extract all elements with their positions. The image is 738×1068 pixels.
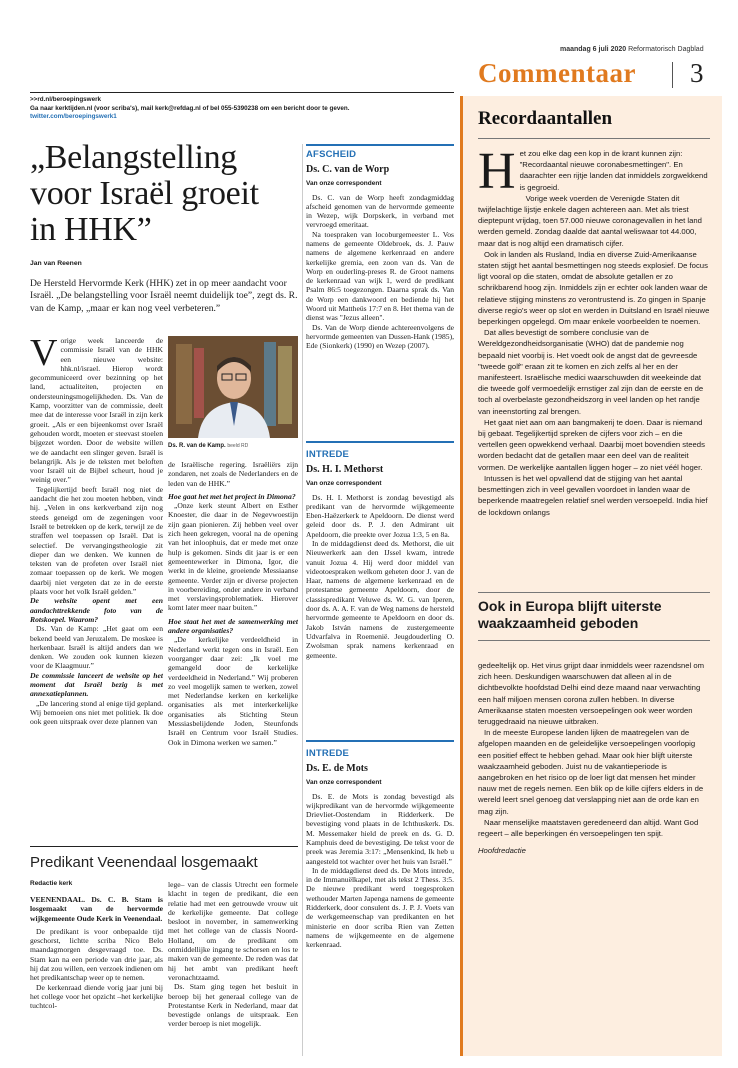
photo-credit: beeld RD [227, 443, 249, 449]
predikant-col2-p1: lege– van de classis Utrecht een formele klacht in tegen de predikant, die een relatie had met een getrouwde vrouw uit de kerkelijke gemeente. Dat college besloot in november, in samenwerking met het college van de classis Noord-Holland, om de predikant om onmiddellijke ingang te schorsen en los te maken van de gemeente. De reden was dat hij het ambt van predikant heeft veronachtzaamd. [168, 880, 298, 982]
portrait-illustration [168, 336, 298, 438]
afscheid-p2: Na toespraken van locoburgemeester L. Vos namens de gemeente Oldebroek, ds. J. Pauw namens de algemene kerkenraad en andere kerkelijke gremia, een zoon van ds. Van de Worp en ouderling-preses R. de Groot namens de kerkenraad van wijk 1, werd de predikant Psalm 86:5 toegezongen. Daarna sprak ds. Van de Worp een dankwoord en bediende hij het Woord uit Mattheüs 17:7 en 8. Het thema van de dienst was "Jezus alleen". [306, 229, 454, 323]
afscheid-label: AFSCHEID [306, 148, 357, 160]
intrede1-p1: Ds. H. I. Methorst is zondag bevestigd als predikant van de hervormde wijkgemeente Eben-Haëzerkerk te Apeldoorn. De dienst werd geleid door ds. P. J. den Admirant uit Apeldoorn, die preekte over Jozua 1:3, 5 en 8a. [306, 492, 454, 539]
column-divider [302, 144, 303, 1056]
intrede1-topline [306, 441, 454, 443]
main-col1 [30, 336, 163, 836]
page-number: 3 [690, 58, 704, 88]
predikant-rule [30, 846, 298, 847]
main-col1-q2: De commissie lanceert de website op het moment dat Israël bezig is met annexatieplannen. [30, 670, 163, 699]
predikant-author: Redactie kerk [30, 880, 73, 887]
commentary-p1: et zou elke dag een kop in de krant kunnen zijn: "Recordaantal nieuwe coronabesmettingen". En daarachter een rijtje landen dat inmiddels zorgwekkend is gegroeid. [519, 149, 708, 192]
commentary-left-border [460, 96, 463, 1056]
commentary-p4: Dat alles bevestigt de sombere conclusie van de Wereldgezondheidsorganisatie (WHO) dat de pandemie nog bepaald niet voorbij is. Het voedt ook de angst dat de gevreesde "tweede golf" eraan zit te komen en zich zelfs al her en der manifesteert. Israëlische medici waarschuwden dit weekeinde dat die tweede golf vermoedelijk ernstiger zal zijn dan de eerste en de toch al overbelaste gezondheidszorg in veel landen op het randje van ineenstorting zal brengen. [478, 328, 704, 416]
main-col1-p4: „De lancering stond al enige tijd gepland. Wij bemoeien ons niet met politiek. Ik doe ook geen uitspraak over deze plannen van [30, 698, 163, 727]
header-divider [672, 62, 673, 88]
main-lead: De Hersteld Hervormde Kerk (HHK) zet in op meer aandacht voor Israël. „De belangstelling voor Israël neemt duidelijk toe”, zegt ds. R. van de Kamp, „maar er kan nog veel verbeteren.” [30, 278, 298, 314]
commentary-p7: gedeeltelijk op. Het virus grijpt daar inmiddels weer razendsnel om zich heen. Deskundigen waarschuwen dat alleen al in de dichtbevolkte hoofdstad Delhi eind deze maand naar verwachting een half miljoen mensen corona zullen hebben. In diverse Amerikaanse staten moesten versoepelingen ook weer worden teruggedraaid na nieuwe uitbraken. [478, 661, 705, 727]
main-dropcap: V [30, 336, 58, 374]
links-line1[interactable]: >>rd.nl/beroepingswerk [30, 96, 102, 103]
intrede1-author: Van onze correspondent [306, 479, 382, 487]
main-col2-p3: „De kerkelijke verdeeldheid in Nederland werkt tegen ons in Israël. Een voorganger daar zei: „Ik voel me gemangeld door de kerkelijke verdeeldheid in Nederland.” Wij proberen zo veel mogelijk samen te werken, zowel met Nederlandse kerken en kerkelijke organisaties als met interkerkelijke organisaties als Stichting Steun Messiasbelijdende Joden, Steunfonds Israël en Centrum voor Israël Studies. Ook in Dimona werken we samen.” [168, 635, 298, 747]
intrede1-p2: In de middagdienst deed ds. Methorst, die uit Nieuwerkerk aan den IJssel kwam, intrede vanuit Jozua 4. Hij werd door middel van videotoespraken welkom geheten door J. van de Haar, namens de algemene kerkenraad en de protestantse gemeente Apeldoorn, door de classispredikant Veluwe ds. W. G. van Iperen, door ds. A. A. F. van de Weg namens de hersteld hervormde gemeente te Apeldoorn en door ds. Jakob István namens de zustergemeente Udvarfalva in Roemenië. Jeugdouderling O. Zwolsman sprak namens kerkenraad en gemeente. [306, 538, 454, 660]
afscheid-topline [306, 144, 454, 146]
commentary-dropcap: H [478, 148, 516, 200]
photo-caption: Ds. R. van de Kamp. [168, 443, 226, 449]
commentary-subhead-rule-top [478, 592, 710, 593]
predikant-headline: Predikant Veenendaal losgemaakt [30, 854, 258, 871]
intrede1-title: Ds. H. I. Methorst [306, 463, 384, 475]
afscheid-p3: Ds. Van de Worp diende achtereenvolgens de hervormde gemeenten van Dussen-Hank (1985), Ede (Sionkerk) (1990) en Wezep (2007). [306, 322, 454, 351]
afscheid-author: Van onze correspondent [306, 179, 382, 187]
page-header-meta [560, 46, 704, 53]
main-col1-first: orige week lanceerde de commissie Israël van de HHK een nieuwe website: hhk.nl/israel. Hierop wordt gecommuniceerd over bezinning op het land, actualiteiten, projecten en ondersteuningsmogelijkheden. Ds. Van de Kamp, voorzitter van de commissie, deelt mee dat de interesse voor Israël in zijn kerk groeit. „Als er een bijeenkomst over Israël gehouden wordt, moeten er steevast stoelen bijgezet worden. Door de website willen we de aandacht een slinger geven. Israël is belangrijk. Als je de teksten met beloften voor Israël uit de Bijbel scheurt, houd je weinig over.” [30, 336, 163, 485]
photo-caption-row [168, 443, 298, 449]
commentary-p8: In de meeste Europese landen lijken de maatregelen van de afgelopen maanden en de geleidelijke versoepelingen voorlopig een positief effect te hebben gehad. Maar ook hier blijft uiterste waakzaamheid geboden. Juist nu de vakantieperiode is aangebroken en het risico op de loer ligt dat mensen het minder nauw met de regels nemen. Een blik op de kille cijfers elders in de wereld leert snel genoeg dat verslapping niet aan de orde kan en mag zijn. [478, 728, 704, 816]
sidebar-announcements [306, 144, 454, 351]
commentary-subhead: Ook in Europa blijft uiterste waakzaamheid geboden [478, 598, 662, 631]
intrede2-author: Van onze correspondent [306, 778, 382, 786]
afscheid-body [306, 193, 454, 351]
commentary-signoff: Hoofdredactie [478, 846, 526, 856]
intrede2-label: INTREDE [306, 747, 350, 759]
intrede2-body [306, 792, 454, 1052]
main-photo [168, 336, 298, 438]
intrede1-body [306, 493, 454, 660]
main-col1-p3: Ds. Van de Kamp: „Het gaat om een bekend beeld van Jeruzalem. De moskee is herkenbaar. Israël is altijd anders dan we denken. We zouden ook kunnen kiezen voor de Klaagmuur.” [30, 624, 163, 671]
sidebar-intrede1 [306, 441, 454, 660]
intrede2-p1: Ds. E. de Mots is zondag bevestigd als wijkpredikant van de hervormde wijkgemeente Drievliet-Oostendam in Ridderkerk. De bevestiging vond plaats in de Ichthuskerk. Ds. M. Messemaker hield de preek en ds. G. D. Kamphuis deed de bevestiging. De tekst voor de preek was Jeremia 3:17: „Mensenkind, Ik heb u aangesteld tot wachter over het huis van Israël.” [306, 791, 454, 866]
main-headline: „Belangstelling voor Israël groeit in HHK” [30, 139, 259, 248]
commentary-p5: Het gaat niet aan om aan bangmakerij te doen. Daar is niemand bij gebaat. Tegelijkertijd spreken de cijfers voor zich – en die vertellen geen opwekkend verhaal. Daarbij moet bovendien steeds worden bedacht dat de getallen maar een deel van de realiteit vormen. De werkelijke aantallen liggen hoger – zo niet véél hoger. [478, 417, 705, 472]
commentary-p9: Naar menselijke maatstaven geredeneerd dan altijd. Want God regeert – alle beperkingen én versoepelingen ten spijt. [478, 817, 699, 839]
intrede2-p2: In de middagdienst deed ds. De Mots intrede, in de Immanuëlkapel, met als tekst 2 Thess. 3:5. De nieuwe predikant werd toegesproken wethouder Marten Japenga namens de gemeente Ridderkerk, door consulent ds. J. P. J. Voets van de werkgemeenschap van predikanten en het ministerie en door scriba Rien van Zetten namens de wijkgemeente en de algemene kerkenraad. [306, 865, 454, 950]
predikant-col2 [168, 880, 298, 1063]
commentary-body-bottom [478, 660, 710, 916]
intrede2-topline [306, 740, 454, 742]
main-author: Jan van Reenen [30, 260, 82, 267]
sidebar-intrede2 [306, 740, 454, 1052]
commentary-p6: Intussen is het wel opvallend dat de stijging van het aantal besmettingen zich in veel gevallen voordoet in landen waar de beperkende maatregelen relatief snel werden versoepeld. India hief de lockdown onlangs [478, 473, 708, 517]
intrede2-title: Ds. E. de Mots [306, 762, 368, 774]
predikant-col1 [30, 895, 163, 1063]
main-col1-p2: Tegelijkertijd beeft Israël nog niet de aandacht die het zou moeten hebben, vindt hij. „Velen in ons kerkverband zijn nog steeds geneigd om de zegeningen voor Israël te betrekken op de kerk, terwijl ze de straffen wel toepassen op Israël. Dat is selectief. De vervangingstheologie zit dieper dan we denken. We kunnen de teksten van de profeten over Israël niet zomaar toepassen op de kerk. We mogen daarbij niet vergeten dat ze in de eerste plaats voor het volk Israël gelden.” [30, 484, 163, 597]
predikant-p3: De kerkenraad diende vorig jaar juni bij het college voor het opzicht –het kerkelijke tuchtcol- [30, 982, 163, 1011]
links-line3[interactable]: twitter.com/beroepingswerk1 [30, 113, 117, 121]
intrede1-label: INTREDE [306, 448, 350, 460]
main-col1-q1: De website opent met een aandachttrekkende foto van de Rotskoepel. Waarom? [30, 596, 163, 624]
main-col2-first: de Israëlische regering. Israëliërs zijn zondaren, net zoals de Nederlanders en de leden van de HHK.” [168, 460, 298, 488]
commentary-title-rule [478, 138, 710, 139]
afscheid-title: Ds. C. van de Worp [306, 163, 390, 175]
commentary-title: Recordaantallen [478, 108, 613, 129]
predikant-col2-p2: Ds. Stam ging tegen het besluit in beroep bij het generaal college van de Protestantse Kerk in Nederland, maar dat bevestigde onlangs de uitspraak. Een verder beroep is niet mogelijk. [168, 982, 298, 1029]
main-col2-p2: „Onze kerk steunt Albert en Esther Knoester, die daar in de Negevwoestijn zijn gaan pionieren. Zij hebben veel over zich heen gekregen, vooral na de opening van het inloophuis, dat er mede met onze hulp is gekomen. Sinds dit jaar is er een gemeentewerker in Dimona, Igor, die werkt in de kleine, groeiende Messiaanse gemeente. Verder zijn er diverse projecten in voorbereiding, onder andere in verband met verslavingsproblematiek. Hierover komt later meer naar buiten.” [168, 501, 298, 613]
section-title: Commentaar [478, 58, 636, 88]
commentary-p2: Vorige week voerden de Verenigde Staten dit twijfelachtige lijstje enkele dagen achtereen aan. Met als triest dieptepunt vrijdag, toen 57.000 nieuwe coronagevallen in het land werden gemeld. Zondag daalde dat aantal weliswaar tot 44.000, maar dat is nog altijd een dramatisch cijfer. [478, 193, 702, 248]
predikant-p2: De predikant is voor onbepaalde tijd geschorst, lichtte scriba Nico Belo maandagmorgen desgevraagd toe. Ds. Stam kan na een periode van drie jaar, als hij dat zou willen, een verzoek indienen om het predikantschap weer op te nemen. [30, 926, 163, 983]
commentary-subhead-rule-bottom [478, 640, 710, 641]
main-col2 [168, 460, 298, 836]
commentary-body-top [478, 148, 710, 584]
top-rule [30, 92, 454, 93]
header-date: maandag 6 juli 2020 [560, 46, 627, 53]
commentary-p3: Ook in landen als Rusland, India en diverse Zuid-Amerikaanse staten stijgt het aantal besmettingen nog steeds explosief. De focus ligt vooral op die staten, omdat de absolute getallen er zo schrikbarend hoog zijn. Inmiddels zijn er echter ook landen waar de relatieve stijging minstens zo verontrustend is. Zo gingen in Spanje diverse regio's weer op slot en werden in Duitsland en Israël nieuwe beperkingen opgelegd. Om maar enkele voorbeelden te noemen. [478, 249, 710, 327]
header-paper: Reformatorisch Dagblad [628, 46, 704, 53]
predikant-lead: VEENENDAAL. Ds. C. B. Stam is losgemaakt van de hervormde wijkgemeente Oude Kerk in Veenendaal. [30, 895, 163, 923]
links-block [30, 96, 454, 122]
links-line2: Ga naar kerktijden.nl (voor scriba's), mail kerk@refdag.nl of bel 055-5390238 om een bericht door te geven. [30, 104, 350, 112]
main-col2-q1: Hoe gaat het met het project in Dimona? [168, 491, 296, 501]
afscheid-p1: Ds. C. van de Worp heeft zondagmiddag afscheid genomen van de hervormde gemeente in Wezep, wijk Dorpskerk, in verband met vervroegd emeritaat. [306, 192, 454, 230]
main-col2-q2: Hoe staat het met de samenwerking met andere organisaties? [168, 616, 298, 636]
